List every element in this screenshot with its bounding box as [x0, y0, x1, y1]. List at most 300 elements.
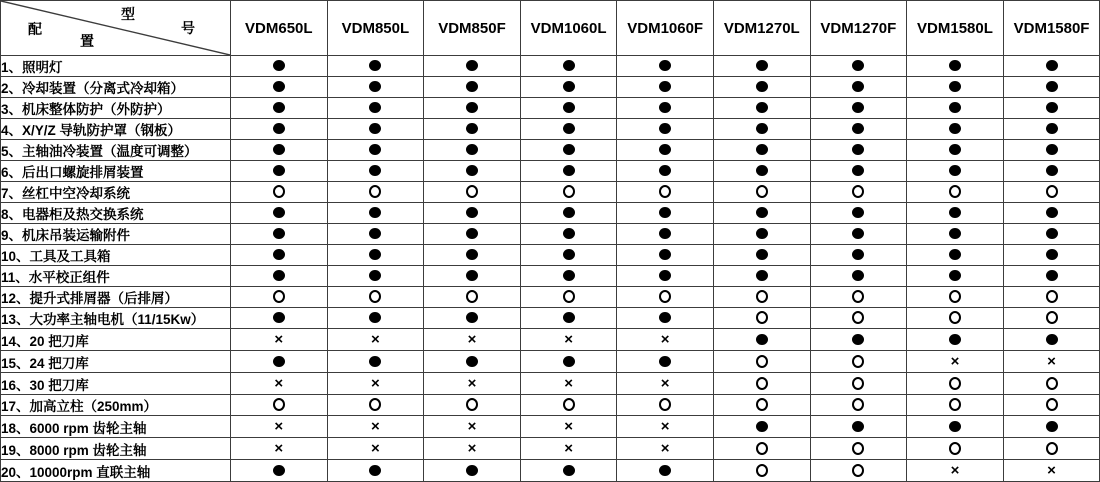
open-circle-symbol	[756, 464, 768, 477]
filled-circle-symbol	[852, 102, 864, 113]
cell-VDM1060L	[520, 224, 617, 245]
open-circle-symbol	[273, 185, 285, 198]
cell-VDM1270L	[713, 438, 810, 460]
cell-VDM850L	[327, 161, 424, 182]
table-row	[1, 266, 1100, 287]
cell-VDM1580F	[1003, 203, 1100, 224]
cell-VDM1580L	[907, 266, 1004, 287]
cell-VDM1060F	[617, 203, 714, 224]
filled-circle-symbol	[1046, 270, 1058, 281]
cell-VDM1580L	[907, 438, 1004, 460]
filled-circle-symbol	[756, 421, 768, 432]
filled-circle-symbol	[466, 249, 478, 260]
filled-circle-symbol	[466, 207, 478, 218]
cell-VDM1270L	[713, 161, 810, 182]
cell-VDM650L	[231, 395, 328, 416]
cross-symbol: ×	[660, 331, 670, 348]
cross-symbol: ×	[660, 375, 670, 392]
header-row	[1, 1, 1100, 56]
cell-VDM1060L	[520, 329, 617, 351]
cross-symbol: ×	[371, 331, 380, 348]
column-header-VDM650L: VDM650L	[231, 1, 328, 56]
cell-VDM650L	[231, 460, 328, 482]
cell-VDM850F	[424, 351, 521, 373]
cell-VDM1580L	[907, 308, 1004, 329]
cell-VDM1580F	[1003, 416, 1100, 438]
open-circle-symbol	[273, 290, 285, 303]
cell-VDM1270F	[810, 56, 907, 77]
table-row	[1, 245, 1100, 266]
open-circle-symbol	[659, 398, 671, 411]
open-circle-symbol	[563, 290, 575, 303]
table-row	[1, 460, 1100, 482]
cell-VDM850L	[327, 140, 424, 161]
cell-VDM850F	[424, 245, 521, 266]
cell-VDM1270F	[810, 245, 907, 266]
filled-circle-symbol	[756, 144, 768, 155]
filled-circle-symbol	[369, 144, 381, 155]
filled-circle-symbol	[756, 270, 768, 281]
filled-circle-symbol	[949, 249, 961, 260]
filled-circle-symbol	[852, 123, 864, 134]
cell-VDM1270L	[713, 373, 810, 395]
cell-VDM650L	[231, 351, 328, 373]
filled-circle-symbol	[949, 334, 961, 345]
cross-symbol: ×	[564, 331, 573, 348]
filled-circle-symbol	[949, 60, 961, 71]
column-header-VDM1580F: VDM1580F	[1003, 1, 1100, 56]
open-circle-symbol	[852, 311, 864, 324]
cell-VDM1060L	[520, 308, 617, 329]
cell-VDM1580L	[907, 140, 1004, 161]
filled-circle-symbol	[756, 207, 768, 218]
column-header-VDM1060F: VDM1060F	[617, 1, 714, 56]
filled-circle-symbol	[466, 465, 478, 476]
cell-VDM1580L	[907, 161, 1004, 182]
open-circle-symbol	[949, 185, 961, 198]
filled-circle-symbol	[563, 228, 575, 239]
filled-circle-symbol	[1046, 81, 1058, 92]
open-circle-symbol	[1046, 185, 1058, 198]
row-label: 19、8000 rpm 齿轮主轴	[1, 438, 231, 460]
open-circle-symbol	[852, 442, 864, 455]
row-label: 2、冷却装置（分离式冷却箱）	[1, 77, 231, 98]
cell-VDM850F	[424, 224, 521, 245]
open-circle-symbol	[273, 398, 285, 411]
cell-VDM1270L	[713, 182, 810, 203]
filled-circle-symbol	[563, 102, 575, 113]
cell-VDM1580F	[1003, 308, 1100, 329]
cell-VDM1060L	[520, 98, 617, 119]
filled-circle-symbol	[466, 270, 478, 281]
table-row	[1, 351, 1100, 373]
cross-symbol: ×	[274, 375, 284, 392]
cell-VDM1580L	[907, 287, 1004, 308]
filled-circle-symbol	[852, 270, 864, 281]
table-row	[1, 373, 1100, 395]
cell-VDM850F	[424, 119, 521, 140]
filled-circle-symbol	[369, 356, 381, 367]
cell-VDM850L	[327, 182, 424, 203]
cross-symbol: ×	[1047, 462, 1056, 479]
cross-symbol: ×	[371, 440, 380, 457]
filled-circle-symbol	[949, 165, 961, 176]
filled-circle-symbol	[852, 81, 864, 92]
filled-circle-symbol	[1046, 249, 1058, 260]
cell-VDM650L	[231, 224, 328, 245]
table-row	[1, 308, 1100, 329]
filled-circle-symbol	[273, 270, 285, 281]
cross-symbol: ×	[660, 440, 670, 457]
cell-VDM1580F	[1003, 98, 1100, 119]
filled-circle-symbol	[1046, 207, 1058, 218]
column-header-VDM850F: VDM850F	[424, 1, 521, 56]
cross-symbol: ×	[274, 418, 284, 435]
filled-circle-symbol	[949, 123, 961, 134]
cell-VDM650L	[231, 308, 328, 329]
cell-VDM1060F	[617, 140, 714, 161]
cell-VDM1580L	[907, 373, 1004, 395]
cross-symbol: ×	[371, 418, 380, 435]
cell-VDM850L	[327, 119, 424, 140]
filled-circle-symbol	[659, 465, 671, 476]
open-circle-symbol	[563, 185, 575, 198]
cell-VDM850L	[327, 287, 424, 308]
cell-VDM1270F	[810, 161, 907, 182]
row-label: 6、后出口螺旋排屑装置	[1, 161, 231, 182]
filled-circle-symbol	[659, 165, 671, 176]
filled-circle-symbol	[369, 465, 381, 476]
cell-VDM1580L	[907, 182, 1004, 203]
row-label: 5、主轴油冷装置（温度可调整）	[1, 140, 231, 161]
filled-circle-symbol	[949, 207, 961, 218]
table-row	[1, 77, 1100, 98]
open-circle-symbol	[949, 442, 961, 455]
filled-circle-symbol	[369, 60, 381, 71]
open-circle-symbol	[852, 464, 864, 477]
row-label: 18、6000 rpm 齿轮主轴	[1, 416, 231, 438]
row-label: 13、大功率主轴电机（11/15Kw）	[1, 308, 231, 329]
cell-VDM1270F	[810, 224, 907, 245]
cell-VDM1580L	[907, 329, 1004, 351]
cell-VDM1060F	[617, 245, 714, 266]
filled-circle-symbol	[949, 228, 961, 239]
cell-VDM650L	[231, 416, 328, 438]
filled-circle-symbol	[369, 165, 381, 176]
cell-VDM1580F	[1003, 287, 1100, 308]
open-circle-symbol	[756, 398, 768, 411]
cell-VDM1060F	[617, 77, 714, 98]
open-circle-symbol	[852, 377, 864, 390]
cell-VDM1270L	[713, 395, 810, 416]
cross-symbol: ×	[467, 440, 477, 457]
cross-symbol: ×	[564, 440, 573, 457]
cell-VDM1270F	[810, 416, 907, 438]
row-label: 10、工具及工具箱	[1, 245, 231, 266]
corner-header-cell	[1, 1, 231, 56]
cell-VDM850L	[327, 56, 424, 77]
open-circle-symbol	[1046, 290, 1058, 303]
cross-symbol: ×	[564, 418, 573, 435]
row-label: 3、机床整体防护（外防护）	[1, 98, 231, 119]
filled-circle-symbol	[659, 356, 671, 367]
cell-VDM850F	[424, 56, 521, 77]
open-circle-symbol	[949, 290, 961, 303]
cell-VDM1060F	[617, 351, 714, 373]
filled-circle-symbol	[852, 421, 864, 432]
open-circle-symbol	[466, 290, 478, 303]
cell-VDM1580L	[907, 351, 1004, 373]
cell-VDM1060L	[520, 395, 617, 416]
cell-VDM850F	[424, 329, 521, 351]
open-circle-symbol	[852, 185, 864, 198]
cell-VDM650L	[231, 266, 328, 287]
cell-VDM850F	[424, 395, 521, 416]
corner-config-char-2: 置	[80, 33, 94, 49]
filled-circle-symbol	[756, 123, 768, 134]
cell-VDM1060F	[617, 373, 714, 395]
filled-circle-symbol	[659, 228, 671, 239]
filled-circle-symbol	[273, 228, 285, 239]
cell-VDM650L	[231, 245, 328, 266]
filled-circle-symbol	[563, 249, 575, 260]
row-label: 9、机床吊装运输附件	[1, 224, 231, 245]
cell-VDM1060F	[617, 56, 714, 77]
table-row	[1, 438, 1100, 460]
cell-VDM1060L	[520, 182, 617, 203]
filled-circle-symbol	[659, 123, 671, 134]
open-circle-symbol	[466, 185, 478, 198]
cell-VDM1270L	[713, 308, 810, 329]
cell-VDM1270F	[810, 395, 907, 416]
cell-VDM850F	[424, 416, 521, 438]
cell-VDM650L	[231, 140, 328, 161]
open-circle-symbol	[756, 377, 768, 390]
filled-circle-symbol	[369, 270, 381, 281]
filled-circle-symbol	[563, 165, 575, 176]
cell-VDM650L	[231, 161, 328, 182]
open-circle-symbol	[563, 398, 575, 411]
table-row	[1, 395, 1100, 416]
filled-circle-symbol	[949, 102, 961, 113]
filled-circle-symbol	[273, 165, 285, 176]
filled-circle-symbol	[756, 81, 768, 92]
filled-circle-symbol	[563, 123, 575, 134]
cell-VDM1270F	[810, 438, 907, 460]
cell-VDM1580L	[907, 460, 1004, 482]
filled-circle-symbol	[466, 356, 478, 367]
table-row	[1, 140, 1100, 161]
cell-VDM1580F	[1003, 329, 1100, 351]
cell-VDM1270F	[810, 308, 907, 329]
filled-circle-symbol	[563, 312, 575, 323]
filled-circle-symbol	[1046, 144, 1058, 155]
filled-circle-symbol	[659, 207, 671, 218]
cell-VDM1270F	[810, 266, 907, 287]
cell-VDM1270L	[713, 119, 810, 140]
cell-VDM1060L	[520, 351, 617, 373]
cell-VDM1060L	[520, 56, 617, 77]
cell-VDM850L	[327, 245, 424, 266]
filled-circle-symbol	[659, 144, 671, 155]
cell-VDM850L	[327, 416, 424, 438]
row-label: 20、10000rpm 直联主轴	[1, 460, 231, 482]
cell-VDM1270L	[713, 460, 810, 482]
cross-symbol: ×	[467, 418, 477, 435]
cross-symbol: ×	[371, 375, 380, 392]
cell-VDM1580L	[907, 56, 1004, 77]
column-header-VDM1270F: VDM1270F	[810, 1, 907, 56]
cell-VDM1580L	[907, 224, 1004, 245]
row-label: 4、X/Y/Z 导轨防护罩（钢板）	[1, 119, 231, 140]
cell-VDM1270F	[810, 329, 907, 351]
cell-VDM1580F	[1003, 56, 1100, 77]
filled-circle-symbol	[659, 102, 671, 113]
cell-VDM850F	[424, 460, 521, 482]
filled-circle-symbol	[563, 60, 575, 71]
cell-VDM1580F	[1003, 161, 1100, 182]
cell-VDM1060L	[520, 287, 617, 308]
cross-symbol: ×	[564, 375, 573, 392]
filled-circle-symbol	[949, 421, 961, 432]
open-circle-symbol	[756, 442, 768, 455]
cross-symbol: ×	[274, 440, 284, 457]
filled-circle-symbol	[659, 60, 671, 71]
cell-VDM1060F	[617, 287, 714, 308]
cell-VDM1060L	[520, 77, 617, 98]
cell-VDM1270L	[713, 98, 810, 119]
cell-VDM850F	[424, 373, 521, 395]
cell-VDM1060F	[617, 224, 714, 245]
cell-VDM1580L	[907, 203, 1004, 224]
cell-VDM850L	[327, 373, 424, 395]
cell-VDM850F	[424, 287, 521, 308]
cell-VDM1580L	[907, 98, 1004, 119]
open-circle-symbol	[659, 290, 671, 303]
filled-circle-symbol	[659, 81, 671, 92]
filled-circle-symbol	[852, 249, 864, 260]
filled-circle-symbol	[1046, 123, 1058, 134]
cell-VDM850F	[424, 161, 521, 182]
filled-circle-symbol	[1046, 228, 1058, 239]
filled-circle-symbol	[369, 312, 381, 323]
cell-VDM650L	[231, 98, 328, 119]
cell-VDM1270F	[810, 119, 907, 140]
cell-VDM1270L	[713, 56, 810, 77]
filled-circle-symbol	[1046, 421, 1058, 432]
row-label: 1、照明灯	[1, 56, 231, 77]
open-circle-symbol	[1046, 398, 1058, 411]
open-circle-symbol	[659, 185, 671, 198]
cell-VDM850L	[327, 77, 424, 98]
cell-VDM1580F	[1003, 460, 1100, 482]
filled-circle-symbol	[756, 334, 768, 345]
cell-VDM1580F	[1003, 351, 1100, 373]
filled-circle-symbol	[466, 228, 478, 239]
filled-circle-symbol	[852, 334, 864, 345]
column-header-VDM1060L: VDM1060L	[520, 1, 617, 56]
cell-VDM650L	[231, 438, 328, 460]
cell-VDM1060F	[617, 266, 714, 287]
corner-model-char-1: 型	[121, 6, 135, 22]
cell-VDM850L	[327, 438, 424, 460]
cell-VDM650L	[231, 56, 328, 77]
cell-VDM1580F	[1003, 77, 1100, 98]
filled-circle-symbol	[659, 249, 671, 260]
table-row	[1, 56, 1100, 77]
column-header-VDM1270L: VDM1270L	[713, 1, 810, 56]
cell-VDM850L	[327, 266, 424, 287]
cell-VDM650L	[231, 119, 328, 140]
cell-VDM850L	[327, 395, 424, 416]
open-circle-symbol	[1046, 377, 1058, 390]
filled-circle-symbol	[563, 81, 575, 92]
filled-circle-symbol	[1046, 60, 1058, 71]
row-label: 17、加高立柱（250mm）	[1, 395, 231, 416]
cell-VDM1060F	[617, 329, 714, 351]
cell-VDM1060L	[520, 460, 617, 482]
filled-circle-symbol	[563, 207, 575, 218]
open-circle-symbol	[369, 185, 381, 198]
open-circle-symbol	[852, 355, 864, 368]
cell-VDM1270F	[810, 460, 907, 482]
cross-symbol: ×	[950, 353, 960, 370]
cell-VDM1580F	[1003, 182, 1100, 203]
open-circle-symbol	[756, 290, 768, 303]
cell-VDM1270L	[713, 203, 810, 224]
open-circle-symbol	[369, 398, 381, 411]
filled-circle-symbol	[369, 81, 381, 92]
filled-circle-symbol	[466, 81, 478, 92]
filled-circle-symbol	[1046, 334, 1058, 345]
open-circle-symbol	[1046, 442, 1058, 455]
cell-VDM1270F	[810, 203, 907, 224]
cell-VDM1580F	[1003, 119, 1100, 140]
filled-circle-symbol	[1046, 165, 1058, 176]
cell-VDM1270F	[810, 351, 907, 373]
filled-circle-symbol	[369, 249, 381, 260]
row-label: 12、提升式排屑器（后排屑）	[1, 287, 231, 308]
cell-VDM1060L	[520, 373, 617, 395]
filled-circle-symbol	[466, 123, 478, 134]
corner-model-char-2: 号	[181, 20, 195, 36]
filled-circle-symbol	[659, 270, 671, 281]
open-circle-symbol	[852, 398, 864, 411]
cross-symbol: ×	[467, 331, 477, 348]
cell-VDM850F	[424, 308, 521, 329]
table-row	[1, 203, 1100, 224]
open-circle-symbol	[949, 398, 961, 411]
cell-VDM850F	[424, 77, 521, 98]
corner-config-char-1: 配	[28, 21, 42, 37]
filled-circle-symbol	[756, 165, 768, 176]
cell-VDM1270L	[713, 77, 810, 98]
open-circle-symbol	[756, 311, 768, 324]
cell-VDM1580F	[1003, 245, 1100, 266]
cell-VDM1060L	[520, 161, 617, 182]
cell-VDM1270L	[713, 329, 810, 351]
cell-VDM1060F	[617, 416, 714, 438]
table-row	[1, 98, 1100, 119]
filled-circle-symbol	[273, 144, 285, 155]
cell-VDM1580F	[1003, 395, 1100, 416]
filled-circle-symbol	[852, 144, 864, 155]
cell-VDM1060F	[617, 182, 714, 203]
cell-VDM1270F	[810, 182, 907, 203]
cell-VDM1060L	[520, 140, 617, 161]
table-row	[1, 287, 1100, 308]
cell-VDM1270L	[713, 245, 810, 266]
